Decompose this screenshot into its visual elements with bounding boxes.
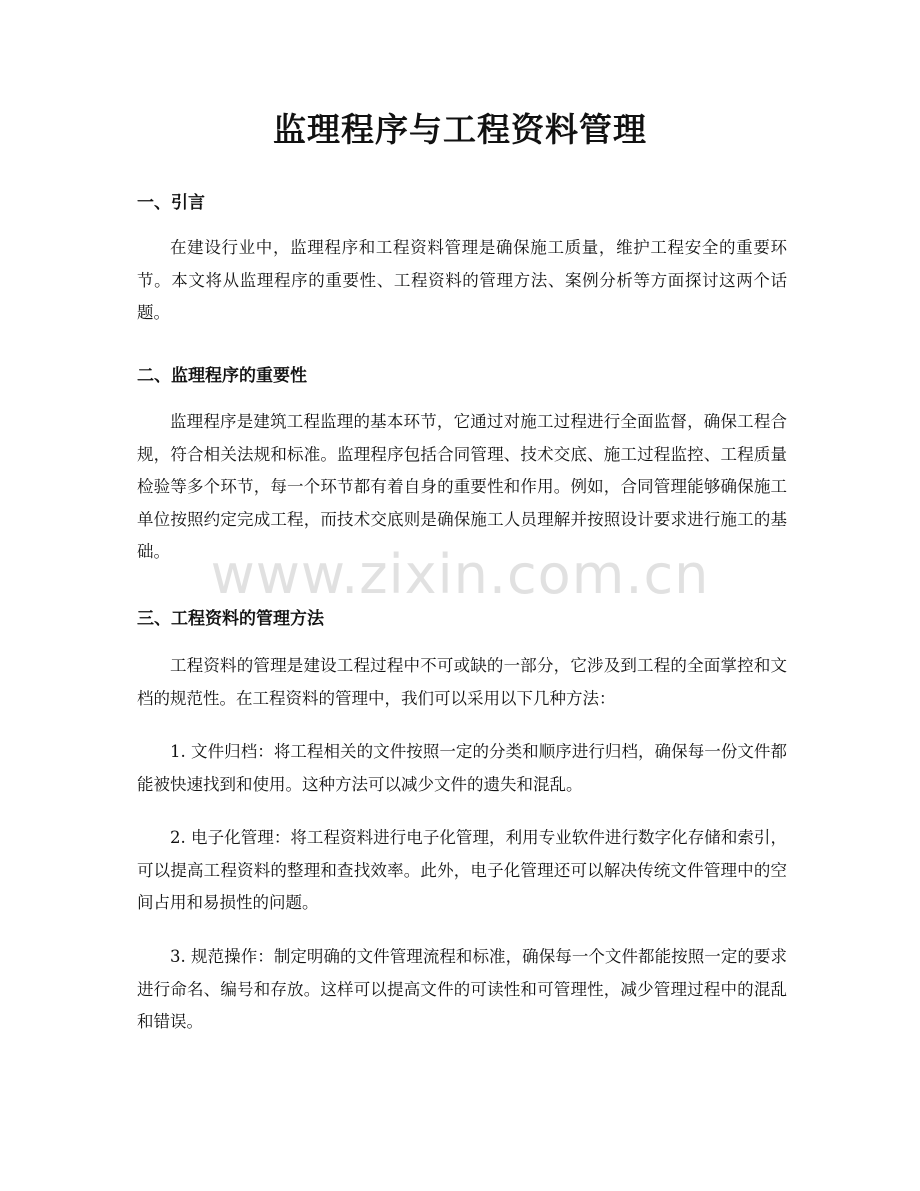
- list-item-standardized-operation: 3. 规范操作：制定明确的文件管理流程和标准，确保每一个文件都能按照一定的要求进行命名、编号和存放。这样可以提高文件的可读性和可管理性，减少管理过程中的混乱和错误。: [137, 947, 787, 1031]
- watermark: www.zixin.com.cn: [210, 543, 710, 606]
- paragraph-document-management-intro: 工程资料的管理是建设工程过程中不可或缺的一部分，它涉及到工程的全面掌控和文档的规范性。在工程资料的管理中，我们可以采用以下几种方法：: [137, 656, 787, 708]
- paragraph-introduction: 在建设行业中，监理程序和工程资料管理是确保施工质量，维护工程安全的重要环节。本文将从监理程序的重要性、工程资料的管理方法、案例分析等方面探讨这两个话题。: [137, 238, 787, 322]
- page-title: 监理程序与工程资料管理: [273, 110, 647, 149]
- section-heading-document-management: 三、工程资料的管理方法: [137, 609, 324, 629]
- paragraph-supervision-importance: 监理程序是建筑工程监理的基本环节，它通过对施工过程进行全面监督，确保工程合规，符合相关法规和标准。监理程序包括合同管理、技术交底、施工过程监控、工程质量检验等多个环节，每一个环节都有着自身的重要性和作用。例如，合同管理能够确保施工单位按照约定完成工程，而技术交底则是确保施工人员理解并按照设计要求进行施工的基础。: [137, 412, 787, 561]
- section-heading-introduction: 一、引言: [137, 193, 205, 213]
- list-item-electronic-management: 2. 电子化管理：将工程资料进行电子化管理，利用专业软件进行数字化存储和索引，可以提高工程资料的整理和查找效率。此外，电子化管理还可以解决传统文件管理中的空间占用和易损性的问题。: [137, 828, 787, 912]
- section-heading-supervision-importance: 二、监理程序的重要性: [137, 366, 307, 386]
- list-item-file-archiving: 1. 文件归档：将工程相关的文件按照一定的分类和顺序进行归档，确保每一份文件都能被快速找到和使用。这种方法可以减少文件的遗失和混乱。: [137, 742, 787, 794]
